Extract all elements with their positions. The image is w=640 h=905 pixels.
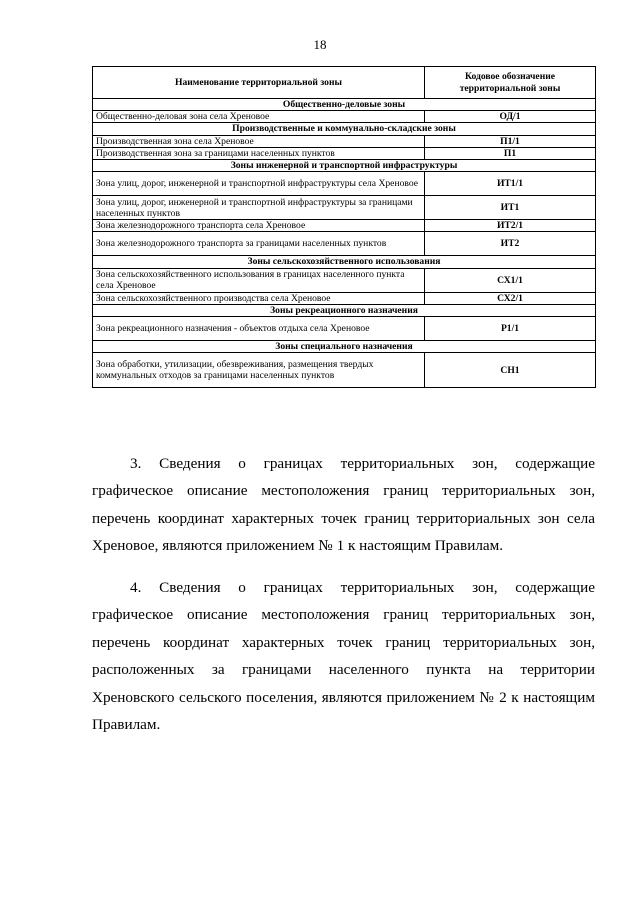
zone-code: СХ2/1 <box>425 292 596 304</box>
table-row <box>93 292 596 304</box>
header-zone-name: Наименование территориальной зоны <box>93 67 425 99</box>
section-row <box>93 123 596 135</box>
zone-code: ИТ2 <box>425 232 596 256</box>
section-title-agricultural: Зоны сельскохозяйственного использования <box>93 256 596 268</box>
zone-code: ОД/1 <box>425 111 596 123</box>
zone-name: Производственная зона за границами населенных пунктов <box>93 147 425 159</box>
zone-code: ИТ2/1 <box>425 220 596 232</box>
zone-name: Зона улиц, дорог, инженерной и транспортной инфраструктуры села Хреновое <box>93 172 425 196</box>
header-zone-code: Кодовое обозначение территориальной зоны <box>425 67 596 99</box>
section-title-industrial: Производственные и коммунально-складские зоны <box>93 123 596 135</box>
table-row <box>93 135 596 147</box>
zone-name: Зона железнодорожного транспорта села Хреновое <box>93 220 425 232</box>
zone-code: П1/1 <box>425 135 596 147</box>
table-row <box>93 172 596 196</box>
zone-name: Зона рекреационного назначения - объектов отдыха села Хреновое <box>93 317 425 341</box>
table-row <box>93 196 596 220</box>
table-row <box>93 220 596 232</box>
zone-code: ИТ1/1 <box>425 172 596 196</box>
table-header-row <box>93 67 596 99</box>
zone-name: Зона сельскохозяйственного использования в границах населенного пункта села Хреновое <box>93 268 425 292</box>
table-row <box>93 232 596 256</box>
zone-name: Зона улиц, дорог, инженерной и транспортной инфраструктуры за границами населенных пунктов <box>93 196 425 220</box>
page-number: 18 <box>313 37 327 52</box>
zone-code: П1 <box>425 147 596 159</box>
section-row <box>93 99 596 111</box>
paragraph-4: 4. Сведения о границах территориальных зон, содержащие графическое описание местоположения границ территориальных зон, перечень координат характерных точек границ территориальных зон, расположенных за границами населенного пункта на территории Хреновского сельского поселения, являются приложением № 2 к настоящим Правилам. <box>92 579 595 734</box>
table-row <box>93 111 596 123</box>
zone-code: ИТ1 <box>425 196 596 220</box>
paragraph-3: 3. Сведения о границах территориальных зон, содержащие графическое описание местоположения границ территориальных зон, перечень координат характерных точек границ территориальных зон села Хреновое, являются приложением № 1 к настоящим Правилам. <box>92 455 595 555</box>
section-title-special: Зоны специального назначения <box>93 341 596 353</box>
zone-code: СХ1/1 <box>425 268 596 292</box>
table-row <box>93 147 596 159</box>
zone-name: Зона обработки, утилизации, обезвреживания, размещения твердых коммунальных отходов за границами населенных пунктов <box>93 353 425 388</box>
zone-code: СН1 <box>425 353 596 388</box>
zones-table <box>92 66 596 388</box>
section-title-recreational: Зоны рекреационного назначения <box>93 304 596 316</box>
table-row <box>93 353 596 388</box>
table-row <box>93 268 596 292</box>
zone-name: Зона железнодорожного транспорта за границами населенных пунктов <box>93 232 425 256</box>
section-row <box>93 160 596 172</box>
zone-name: Производственная зона села Хреновое <box>93 135 425 147</box>
section-row <box>93 341 596 353</box>
table-row <box>93 317 596 341</box>
section-row <box>93 304 596 316</box>
section-row <box>93 256 596 268</box>
section-title-public-business: Общественно-деловые зоны <box>93 99 596 111</box>
zone-code: Р1/1 <box>425 317 596 341</box>
zone-name: Общественно-деловая зона села Хреновое <box>93 111 425 123</box>
zone-name: Зона сельскохозяйственного производства села Хреновое <box>93 292 425 304</box>
section-title-infrastructure: Зоны инженерной и транспортной инфраструктуры <box>93 160 596 172</box>
